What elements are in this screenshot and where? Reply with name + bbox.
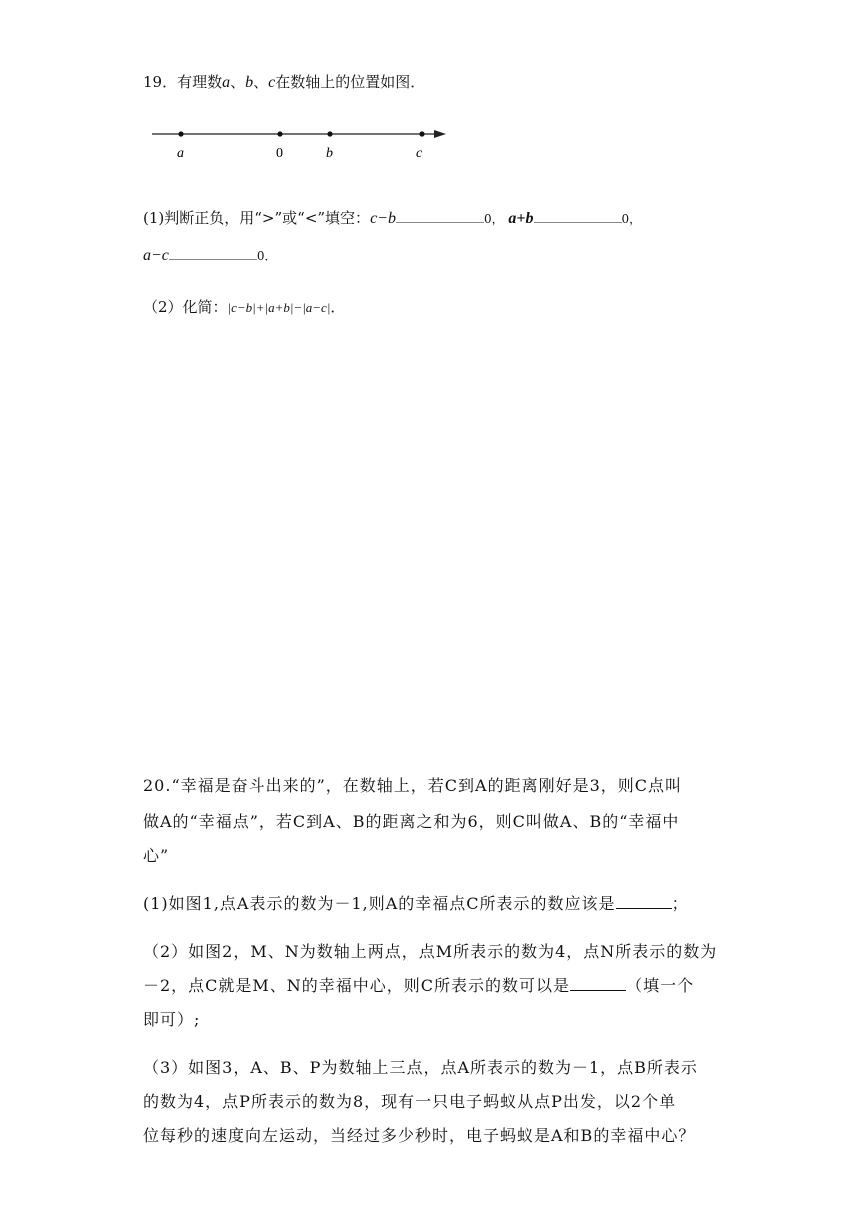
q19-part2-end: ． [330, 298, 346, 316]
q20-part2-end: （填一个 [626, 976, 695, 995]
point-c [419, 131, 424, 136]
q20-stem-line1: 20.“幸福是奋斗出来的”，在数轴上，若C到A的距离刚好是3，则C点叫 [143, 776, 683, 795]
label-zero: 0 [276, 146, 283, 161]
expr-a-plus-b: a+b [508, 210, 534, 227]
q19-var-c: c [268, 74, 276, 91]
q19-part2-expr: |c−b|+|a+b|−|a−c| [227, 300, 331, 315]
point-a [178, 131, 183, 136]
number-line-arrow [434, 130, 446, 138]
zero-text: 0． [256, 249, 277, 263]
expr-c-minus-b: c−b [370, 210, 396, 227]
q19-part1-prefix: (1)判断正负，用“>”或“<”填空： [143, 209, 371, 227]
q20-part3-line1: （3）如图3，A、B、P为数轴上三点，点A所表示的数为－1，点B所表示 [143, 1058, 698, 1077]
q20-stem-line3: 心” [143, 846, 170, 865]
answer-blank-3[interactable] [169, 245, 257, 260]
zero-text: 0， [621, 212, 642, 226]
q20-part2-blank[interactable] [570, 976, 626, 991]
answer-blank-1[interactable] [396, 208, 484, 223]
label-c: c [416, 146, 423, 161]
q19-sep: 、 [230, 73, 246, 91]
q19-stem-tail: 在数轴上的位置如图． [275, 73, 426, 91]
point-zero [277, 131, 282, 136]
q20-part1-end: ； [671, 894, 689, 913]
q19-var-b: b [245, 74, 254, 91]
number-line-figure [150, 120, 460, 170]
q20-part2-text: －2，点C就是M、N的幸福中心，则C所表示的数可以是 [143, 976, 571, 995]
expr-a-minus-c: a−c [143, 247, 169, 264]
label-b: b [326, 146, 333, 161]
label-a: a [177, 146, 184, 161]
q20-part2-line2 [143, 976, 694, 996]
q19-stem [143, 72, 425, 93]
q19-var-a: a [222, 74, 231, 91]
q19-part2-prefix: （2）化简： [143, 298, 228, 316]
q19-part1-line1 [143, 208, 641, 229]
q20-part3-line2: 的数为4，点P所表示的数为8，现有一只电子蚂蚁从点P出发，以2个单 [143, 1092, 677, 1111]
q19-number: 19． [143, 73, 178, 91]
q19-stem-text: 有理数 [177, 73, 223, 91]
point-b [327, 131, 332, 136]
q20-part2-line1: （2）如图2，M、N为数轴上两点，点M所表示的数为4，点N所表示的数为 [143, 942, 718, 961]
q20-part2-line3: 即可）; [143, 1010, 201, 1029]
q19-sep: 、 [253, 73, 269, 91]
q20-stem-line2: 做A的“幸福点”，若C到A、B的距离之和为6，则C叫做A、B的“幸福中 [143, 812, 680, 831]
q20-part3-line3: 位每秒的速度向左运动，当经过多少秒时，电子蚂蚁是A和B的幸福中心？ [143, 1126, 696, 1145]
q19-part1-line2 [143, 245, 277, 266]
zero-text: 0， [483, 212, 504, 226]
answer-blank-2[interactable] [534, 208, 622, 223]
q19-part2 [143, 297, 345, 318]
q20-part1-blank[interactable] [616, 894, 672, 909]
q20-part1 [143, 894, 689, 914]
q20-part1-text: (1)如图1,点A表示的数为－1,则A的幸福点C所表示的数应该是 [143, 894, 616, 913]
